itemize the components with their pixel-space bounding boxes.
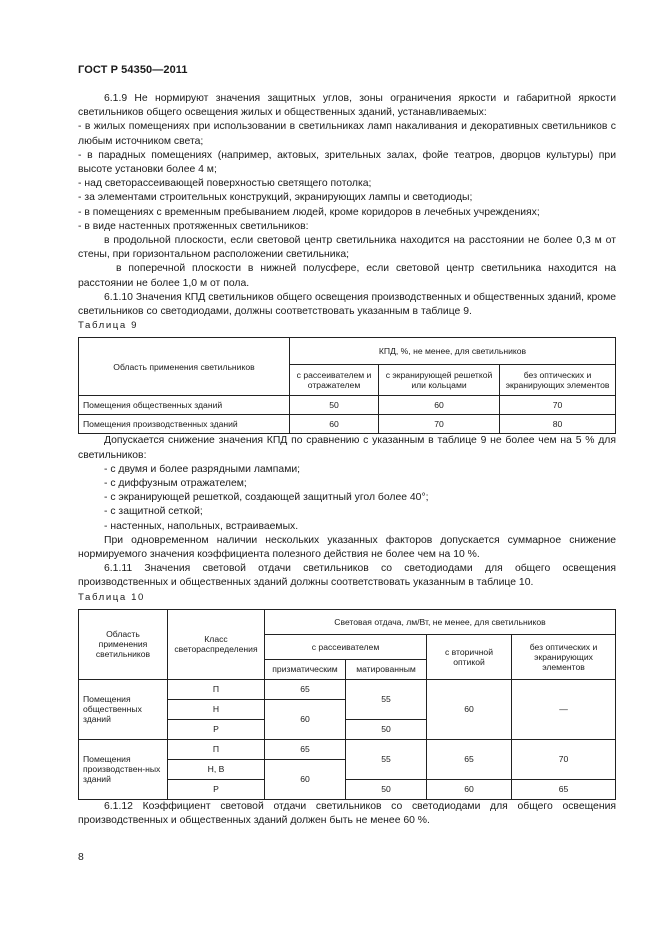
table10-cell: 65 <box>512 779 616 799</box>
table10-cell: 60 <box>427 779 512 799</box>
paragraph-6-1-12: 6.1.12 Коэффициент световой отдачи светильников со светодиодами для общего освещения производственных и общественных зданий должен быть не менее 60 %. <box>78 800 616 827</box>
table9-cell: Помещения производственных зданий <box>79 415 290 434</box>
list-item: - с экранирующей решеткой, создающей защитный угол более 40°; <box>104 492 429 504</box>
table10-cell: Р <box>168 719 265 739</box>
table10-cell: 70 <box>512 739 616 779</box>
table10-cell: 50 <box>346 779 427 799</box>
table10-cell: 50 <box>346 719 427 739</box>
list-item: - в виде настенных протяженных светильников: <box>78 220 309 232</box>
table10-header-secondary: с вторичной оптикой <box>427 634 512 679</box>
table10-cell: Н <box>168 699 265 719</box>
table9-subheader: с рассеивателем и отражателем <box>290 365 379 396</box>
table10-area-industrial: Помещения производствен-ных зданий <box>79 739 168 799</box>
table9-subheader: без оптических и экранирующих элементов <box>500 365 616 396</box>
table-9 <box>78 337 616 434</box>
list-item: - в парадных помещениях (например, актовых, зрительных залах, фойе театров, дворцов культуры) при высоте установки более 4 м; <box>78 149 616 176</box>
list-item: - настенных, напольных, встраиваемых. <box>104 520 299 532</box>
table-row <box>79 415 616 434</box>
table10-area-public: Помещения общественных зданий <box>79 679 168 739</box>
table9-header-group: КПД, %, не менее, для светильников <box>290 338 616 365</box>
list-item: - за элементами строительных конструкций, экранирующих лампы и светодиоды; <box>78 192 473 204</box>
table-row <box>79 739 616 759</box>
table10-cell: П <box>168 739 265 759</box>
table10-caption: Таблица 10 <box>78 591 145 603</box>
document-body <box>78 92 616 828</box>
table9-caption: Таблица 9 <box>78 320 139 332</box>
table-row <box>79 396 616 415</box>
table9-cell: 70 <box>500 396 616 415</box>
table9-cell: Помещения общественных зданий <box>79 396 290 415</box>
table10-cell: — <box>512 679 616 739</box>
paragraph-6-1-9: 6.1.9 Не нормируют значения защитных углов, зоны ограничения яркости и габаритной яркости светильников общего освещения жилых и общественных зданий, устанавливаемых: <box>78 93 616 119</box>
table10-cell: П <box>168 679 265 699</box>
table10-cell: 65 <box>427 739 512 779</box>
table10-cell: Н, В <box>168 759 265 779</box>
paragraph-6-1-11: 6.1.11 Значения световой отдачи светильников со светодиодами для общего освещения производственных и общественных зданий должны соответствовать указанным в таблице 10. <box>78 563 616 589</box>
list-item: - с двумя и более разрядными лампами; <box>104 463 301 475</box>
paragraph-6-1-10: 6.1.10 Значения КПД светильников общего освещения производственных и общественных зданий, кроме светильников со светодиодами, должны соответствовать указанным в таблице 9. <box>78 291 616 318</box>
table10-header-matte: матированным <box>346 659 427 679</box>
table10-cell: 65 <box>265 679 346 699</box>
paragraph-note: При одновременном наличии нескольких указанных факторов допускается суммарное снижение нормируемого значения коэффициента полезного действия не более чем на 10 %. <box>78 534 616 561</box>
sub-item: в продольной плоскости, если световой центр светильника находится на расстоянии не более 0,3 м от стены, при горизонтальном расположении светильника; <box>78 235 616 261</box>
list-item: - над светорассеивающей поверхностью светящего потолка; <box>78 178 372 190</box>
table9-cell: 60 <box>379 396 500 415</box>
table10-cell: 60 <box>265 699 346 739</box>
sub-item: в поперечной плоскости в нижней полусфере, если световой центр светильника находится на расстоянии не более 1,0 м от пола. <box>78 263 616 289</box>
table10-cell: Р <box>168 779 265 799</box>
table10-header-area: Область применения светильников <box>79 609 168 679</box>
paragraph-kpd-reduction: Допускается снижение значения КПД по сравнению с указанным в таблице 9 не более чем на 5 % для светильников: <box>78 435 616 461</box>
table10-header-prism: призматическим <box>265 659 346 679</box>
list-item: - в жилых помещениях при использовании в светильниках ламп накаливания и декоративных светильников с любым источником света; <box>78 121 616 147</box>
table10-cell: 60 <box>427 679 512 739</box>
table10-cell: 55 <box>346 739 427 779</box>
table10-header-class: Класс светораспределения <box>168 609 265 679</box>
list-item: - с диффузным отражателем; <box>104 478 247 490</box>
table10-cell: 60 <box>265 759 346 799</box>
table-10 <box>78 609 616 800</box>
table10-header-none: без оптических и экранирующих элементов <box>512 634 616 679</box>
list-item: - с защитной сеткой; <box>104 506 203 518</box>
table10-header-diffuser: с рассеивателем <box>265 634 427 659</box>
table9-cell: 70 <box>379 415 500 434</box>
table10-cell: 55 <box>346 679 427 719</box>
document-header: ГОСТ Р 54350—2011 <box>78 64 188 76</box>
list-item: - в помещениях с временным пребыванием людей, кроме коридоров в лечебных учреждениях; <box>78 206 540 218</box>
page-number: 8 <box>78 852 84 863</box>
table9-subheader: с экранирующей решеткой или кольцами <box>379 365 500 396</box>
table10-cell: 65 <box>265 739 346 759</box>
table9-cell: 60 <box>290 415 379 434</box>
table9-header-area: Область применения светильников <box>79 338 290 396</box>
table9-cell: 50 <box>290 396 379 415</box>
table10-header-group: Световая отдача, лм/Вт, не менее, для светильников <box>265 609 616 634</box>
table-row <box>79 679 616 699</box>
table9-cell: 80 <box>500 415 616 434</box>
